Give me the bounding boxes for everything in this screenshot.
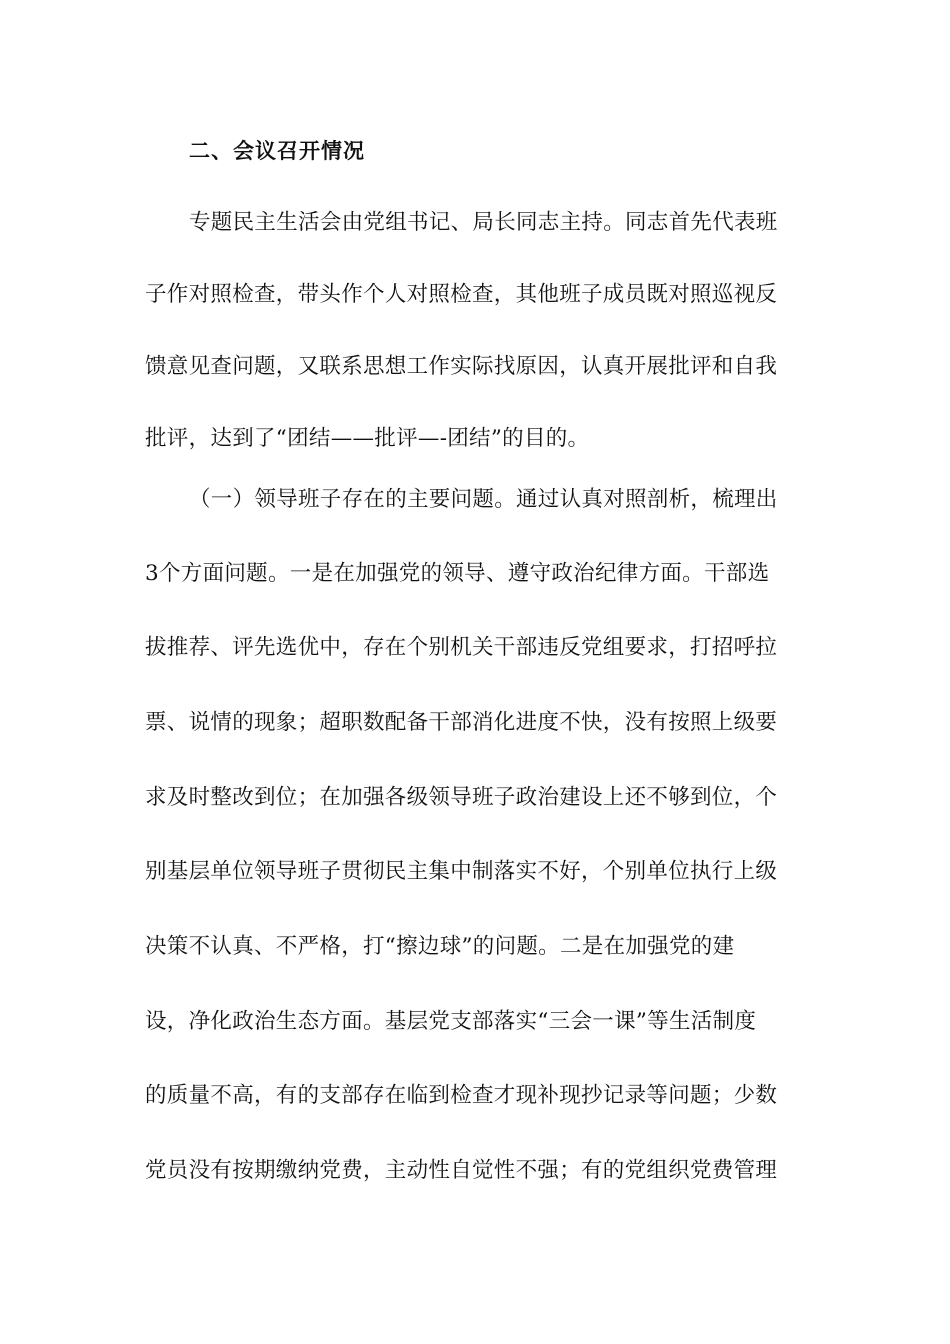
paragraph-line-7: 拔推荐、评先选优中，存在个别机关干部违反党组要求，打招呼拉 (145, 635, 778, 660)
paragraph-line-9: 求及时整改到位；在加强各级领导班子政治建设上还不够到位，个 (145, 785, 778, 810)
paragraph-line-11: 决策不认真、不严格，打“擦边球”的问题。二是在加强党的建 (145, 934, 735, 959)
paragraph-line-4: 批评，达到了“团结——批评—-团结”的目的。 (145, 426, 590, 451)
paragraph-line-10: 别基层单位领导班子贯彻民主集中制落实不好，个别单位执行上级 (145, 859, 778, 884)
paragraph-line-13: 的质量不高，有的支部存在临到检查才现补现抄记录等问题；少数 (145, 1083, 778, 1108)
paragraph-line-5: （一）领导班子存在的主要问题。通过认真对照剖析，梳理出 (189, 487, 778, 512)
paragraph-line-8: 票、说情的现象；超职数配备干部消化进度不快，没有按照上级要 (145, 710, 778, 735)
paragraph-line-3: 馈意见查问题，又联系思想工作实际找原因，认真开展批评和自我 (145, 354, 778, 379)
paragraph-line-14: 党员没有按期缴纳党费，主动性自觉性不强；有的党组织党费管理 (145, 1158, 778, 1183)
paragraph-line-6: 3个方面问题。一是在加强党的领导、遵守政治纪律方面。干部选 (145, 561, 770, 586)
paragraph-line-12: 设，净化政治生态方面。基层党支部落实“三会一课”等生活制度 (145, 1009, 757, 1034)
section-heading: 二、会议召开情况 (189, 139, 365, 163)
paragraph-line-2: 子作对照检查，带头作个人对照检查，其他班子成员既对照巡视反 (145, 282, 778, 307)
paragraph-line-1: 专题民主生活会由党组书记、局长同志主持。同志首先代表班 (189, 210, 778, 235)
